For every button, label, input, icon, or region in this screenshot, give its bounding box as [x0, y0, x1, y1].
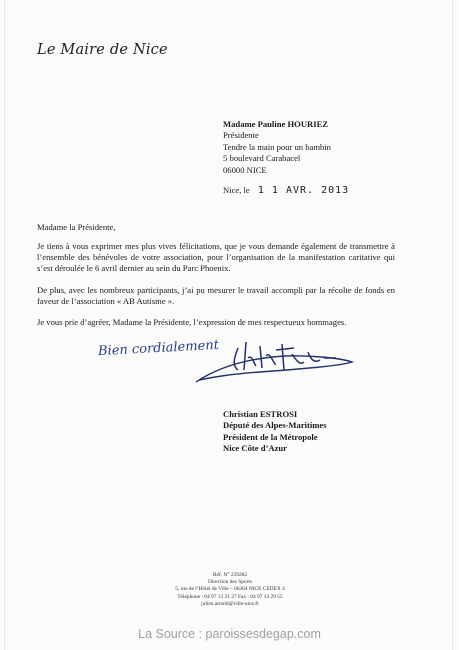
paragraph-fundraising: De plus, avec les nombreux participants, j’ai pu mesurer le travail accompli par la récolte de fonds en faveur de l’association « AB Autisme ».: [37, 285, 395, 307]
signatory-role-deputy: Député des Alpes-Maritimes: [223, 420, 327, 431]
date-stamp: 1 1 AVR. 2013: [257, 185, 350, 196]
signature: [190, 336, 360, 388]
footer-department: Direction des Sports: [207, 579, 253, 586]
source-watermark: La Source : paroissesdegap.com: [138, 627, 321, 641]
recipient-name: Madame Pauline HOURIEZ: [223, 119, 329, 129]
paragraph-congratulations: Je tiens à vous exprimer mes plus vives félicitations, que je vous demande également de transmettre à l’ensemble des bénévoles de votre association, pour l’organisation de la manifestation caritative qui s’est déroulée le 6 avril dernier au sein du Parc Phoenix.: [37, 241, 395, 274]
signatory-name: Christian ESTROSI: [223, 409, 298, 419]
letterhead: Le Maire de Nice: [37, 42, 168, 58]
signatory-block: [223, 409, 327, 455]
footer-contact: [120, 572, 340, 608]
footer-reference: Réf. N° 239282: [212, 572, 248, 578]
footer-address: 5, rue de l’Hôtel de Ville – 06364 NICE CEDEX 4: [175, 586, 285, 593]
footer-phone: Téléphone : 04 97 13 31 27 Fax : 04 97 13 29 55: [177, 593, 283, 600]
salutation: Madame la Présidente,: [37, 222, 116, 232]
page-edge-left: [4, 0, 5, 650]
signatory-role-region: Nice Côte d’Azur: [223, 443, 287, 454]
recipient-organization: Tendre la main pour un bambin: [223, 141, 331, 152]
recipient-block: [223, 119, 331, 176]
recipient-street: 5 boulevard Carabacel: [223, 153, 301, 164]
paragraph-closing: Je vous prie d’agréer, Madame la Présidente, l’expression de mes respectueux hommages.: [37, 317, 347, 327]
recipient-title: Présidente: [223, 130, 259, 141]
handwritten-note: Bien cordialement: [97, 337, 220, 360]
recipient-city: 06000 NICE: [223, 164, 267, 175]
footer-email: julien.arnold@ville-nice.fr: [201, 600, 259, 607]
page-edge-right: [452, 0, 453, 650]
date-prefix: Nice, le: [223, 185, 250, 195]
date-line: [223, 185, 349, 196]
signatory-role-president: Président de la Métropole: [223, 431, 318, 442]
